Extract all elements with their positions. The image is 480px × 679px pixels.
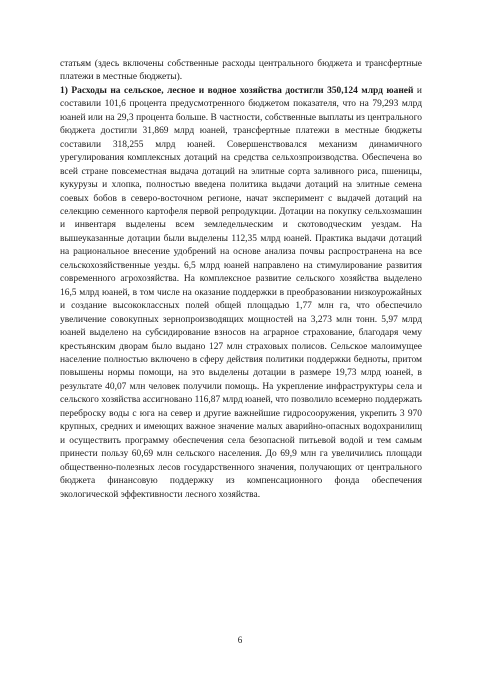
page-number: 6 [237,635,243,645]
intro-paragraph: статьям (здесь включены собственные расходы центрального бюджета и трансфертные платежи в местные бюджеты). [60,59,422,83]
section-paragraph [60,85,422,502]
section-body-text: и составили 101,6 процента предусмотренного бюджетом показателя, что на 79,293 млрд юаней или на 29,3 процента больше. В частности, собственные выплаты из центрального бюджета достигли 31,869 млрд юаней, трансфертные платежи в местные бюджеты составили 318,255 млрд юаней. Совершенствовался механизм динамичного урегулирования комплексных дотаций на средства сельхозпроизводства. Обеспечена во всей стране повсеместная выдача дотаций на элитные сорта заливного риса, пшеницы, кукурузы и хлопка, полностью введена политика выдачи дотаций на элитные семена соевых бобов в северо-восточном регионе, начат эксперимент с выдачей дотаций на селекцию семенного картофеля первой репродукции. Дотации на покупку сельхозмашин и инвентаря выделены всем земледельческим и скотоводческим уездам. На вышеуказанные дотации были выделены 112,35 млрд юаней. Практика выдачи дотаций на рациональное внесение удобрений на основе анализа почвы распространена на все сельскохозяйственные уезды. 6,5 млрд юаней направлено на стимулирование развития современного агрохозяйства. На комплексное развитие сельского хозяйства выделено 16,5 млрд юаней, в том числе на оказание поддержки в преобразовании низкоурожайных и создание высококлассных полей общей площадью 1,77 млн га, что обеспечило увеличение совокупных зернопроизводящих мощностей на 3,273 млн тонн. 5,97 млрд юаней выделено на субсидирование взносов на аграрное страхование, благодаря чему крестьянским дворам было выдано 127 млн страховых полисов. Сельское малоимущее население полностью включено в сферу действия политики поддержки бедноты, притом повышены нормы помощи, на это выделены дотации в размере 19,73 млрд юаней, в результате 40,07 млн человек получили помощь. На укрепление инфраструктуры села и сельского хозяйства ассигновано 116,87 млрд юаней, что позволило всемерно поддержать переброску воды с юга на север и другие важнейшие гидросооружения, укрепить 3 970 крупных, средних и имеющих важное значение малых аварийно-опасных водохранилищ и осуществить программу обеспечения села безопасной питьевой водой и тем самым принести пользу 60,69 млн сельского населения. До 69,9 млн га увеличились площади общественно-полезных лесов государственного значения, получающих от центрального бюджета финансовую поддержку из компенсационного фонда обеспечения экологической эффективности лесного хозяйства. [60,85,422,500]
section-heading: 1) Расходы на сельское, лесное и водное хозяйства достигли 350,124 млрд юаней [60,85,414,96]
document-page [60,58,422,502]
